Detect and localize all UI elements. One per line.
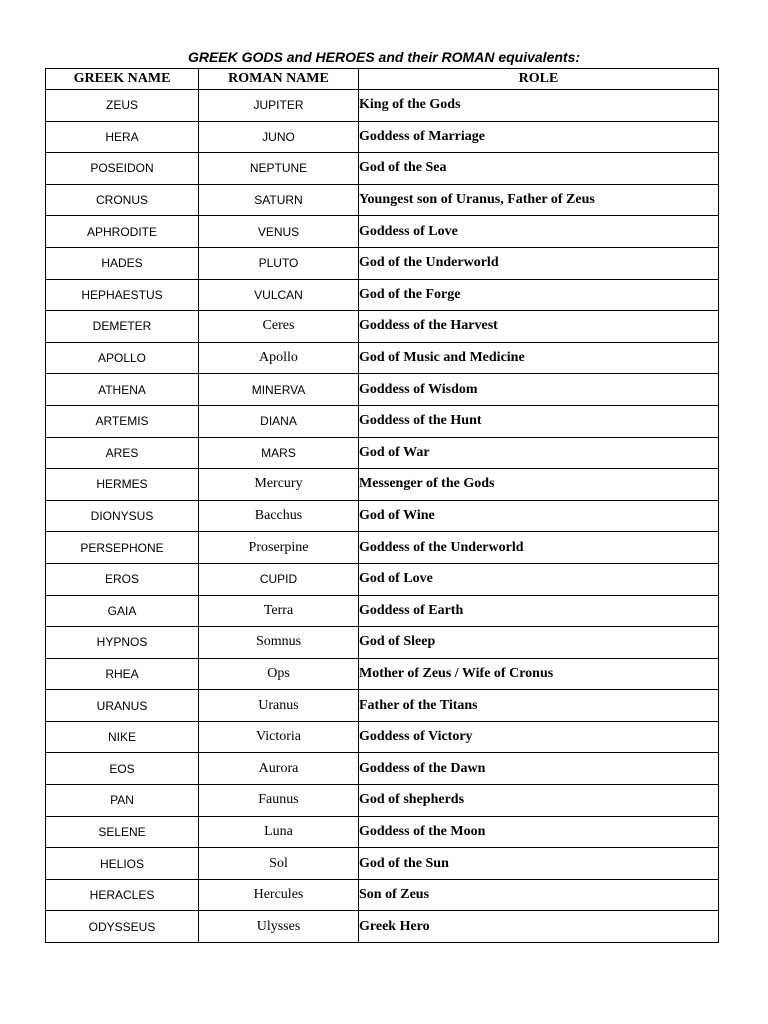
table-row xyxy=(46,911,719,943)
role-cell: Goddess of Earth xyxy=(359,595,719,627)
role-cell: Goddess of Love xyxy=(359,216,719,248)
greek-name-cell: HEPHAESTUS xyxy=(46,279,199,311)
roman-name-cell: SATURN xyxy=(199,184,359,216)
roman-name-cell: Apollo xyxy=(199,342,359,374)
role-cell: Youngest son of Uranus, Father of Zeus xyxy=(359,184,719,216)
table-row xyxy=(46,247,719,279)
table-row xyxy=(46,216,719,248)
header-roman-name: ROMAN NAME xyxy=(199,69,359,90)
roman-name-cell: MARS xyxy=(199,437,359,469)
table-row xyxy=(46,753,719,785)
roman-name-cell: Uranus xyxy=(199,690,359,722)
gods-table xyxy=(45,68,719,943)
roman-name-cell: Somnus xyxy=(199,627,359,659)
role-cell: God of the Forge xyxy=(359,279,719,311)
table-row xyxy=(46,500,719,532)
role-cell: God of War xyxy=(359,437,719,469)
table-row xyxy=(46,311,719,343)
table-row xyxy=(46,437,719,469)
table-row xyxy=(46,595,719,627)
greek-name-cell: URANUS xyxy=(46,690,199,722)
roman-name-cell: Sol xyxy=(199,848,359,880)
role-cell: Goddess of the Harvest xyxy=(359,311,719,343)
greek-name-cell: APOLLO xyxy=(46,342,199,374)
role-cell: Goddess of the Hunt xyxy=(359,405,719,437)
header-greek-name: GREEK NAME xyxy=(46,69,199,90)
table-row xyxy=(46,879,719,911)
table-row xyxy=(46,658,719,690)
table-row xyxy=(46,374,719,406)
role-cell: Messenger of the Gods xyxy=(359,469,719,501)
greek-name-cell: ODYSSEUS xyxy=(46,911,199,943)
roman-name-cell: Luna xyxy=(199,816,359,848)
document-title: GREEK GODS and HEROES and their ROMAN equivalents: xyxy=(187,49,581,65)
table-row xyxy=(46,469,719,501)
greek-name-cell: ARTEMIS xyxy=(46,405,199,437)
greek-name-cell: DEMETER xyxy=(46,311,199,343)
table-row xyxy=(46,153,719,185)
roman-name-cell: Aurora xyxy=(199,753,359,785)
table-row xyxy=(46,563,719,595)
header-role: ROLE xyxy=(359,69,719,90)
role-cell: Goddess of the Moon xyxy=(359,816,719,848)
role-cell: Goddess of Marriage xyxy=(359,121,719,153)
roman-name-cell: Victoria xyxy=(199,721,359,753)
role-cell: Father of the Titans xyxy=(359,690,719,722)
greek-name-cell: EOS xyxy=(46,753,199,785)
greek-name-cell: PAN xyxy=(46,785,199,817)
roman-name-cell: VENUS xyxy=(199,216,359,248)
greek-name-cell: DIONYSUS xyxy=(46,500,199,532)
role-cell: Goddess of Wisdom xyxy=(359,374,719,406)
roman-name-cell: Faunus xyxy=(199,785,359,817)
role-cell: God of the Underworld xyxy=(359,247,719,279)
roman-name-cell: Ops xyxy=(199,658,359,690)
table-row xyxy=(46,785,719,817)
greek-name-cell: NIKE xyxy=(46,721,199,753)
role-cell: God of the Sun xyxy=(359,848,719,880)
role-cell: God of the Sea xyxy=(359,153,719,185)
role-cell: Goddess of the Underworld xyxy=(359,532,719,564)
table-row xyxy=(46,532,719,564)
role-cell: Goddess of the Dawn xyxy=(359,753,719,785)
role-cell: Mother of Zeus / Wife of Cronus xyxy=(359,658,719,690)
table-row xyxy=(46,90,719,122)
greek-name-cell: SELENE xyxy=(46,816,199,848)
table-row xyxy=(46,816,719,848)
role-cell: King of the Gods xyxy=(359,90,719,122)
roman-name-cell: NEPTUNE xyxy=(199,153,359,185)
roman-name-cell: Mercury xyxy=(199,469,359,501)
role-cell: God of Love xyxy=(359,563,719,595)
greek-name-cell: ZEUS xyxy=(46,90,199,122)
roman-name-cell: Proserpine xyxy=(199,532,359,564)
role-cell: Son of Zeus xyxy=(359,879,719,911)
greek-name-cell: CRONUS xyxy=(46,184,199,216)
roman-name-cell: JUNO xyxy=(199,121,359,153)
table-row xyxy=(46,342,719,374)
roman-name-cell: Ulysses xyxy=(199,911,359,943)
role-cell: Greek Hero xyxy=(359,911,719,943)
table-row xyxy=(46,848,719,880)
greek-name-cell: ATHENA xyxy=(46,374,199,406)
table-row xyxy=(46,721,719,753)
greek-name-cell: HERMES xyxy=(46,469,199,501)
table-row xyxy=(46,690,719,722)
table-row xyxy=(46,627,719,659)
greek-name-cell: HYPNOS xyxy=(46,627,199,659)
table-row xyxy=(46,184,719,216)
table-body xyxy=(46,90,719,943)
greek-name-cell: PERSEPHONE xyxy=(46,532,199,564)
roman-name-cell: JUPITER xyxy=(199,90,359,122)
roman-name-cell: MINERVA xyxy=(199,374,359,406)
roman-name-cell: PLUTO xyxy=(199,247,359,279)
greek-name-cell: HERACLES xyxy=(46,879,199,911)
roman-name-cell: Hercules xyxy=(199,879,359,911)
roman-name-cell: Ceres xyxy=(199,311,359,343)
roman-name-cell: Bacchus xyxy=(199,500,359,532)
role-cell: Goddess of Victory xyxy=(359,721,719,753)
greek-name-cell: HERA xyxy=(46,121,199,153)
greek-name-cell: ARES xyxy=(46,437,199,469)
table-row xyxy=(46,121,719,153)
greek-name-cell: POSEIDON xyxy=(46,153,199,185)
greek-name-cell: EROS xyxy=(46,563,199,595)
table-row xyxy=(46,405,719,437)
role-cell: God of Wine xyxy=(359,500,719,532)
roman-name-cell: Terra xyxy=(199,595,359,627)
table-row xyxy=(46,279,719,311)
roman-name-cell: DIANA xyxy=(199,405,359,437)
roman-name-cell: CUPID xyxy=(199,563,359,595)
greek-name-cell: GAIA xyxy=(46,595,199,627)
roman-name-cell: VULCAN xyxy=(199,279,359,311)
greek-name-cell: HADES xyxy=(46,247,199,279)
greek-name-cell: HELIOS xyxy=(46,848,199,880)
greek-name-cell: APHRODITE xyxy=(46,216,199,248)
header-row xyxy=(46,69,719,90)
role-cell: God of shepherds xyxy=(359,785,719,817)
greek-name-cell: RHEA xyxy=(46,658,199,690)
role-cell: God of Sleep xyxy=(359,627,719,659)
role-cell: God of Music and Medicine xyxy=(359,342,719,374)
